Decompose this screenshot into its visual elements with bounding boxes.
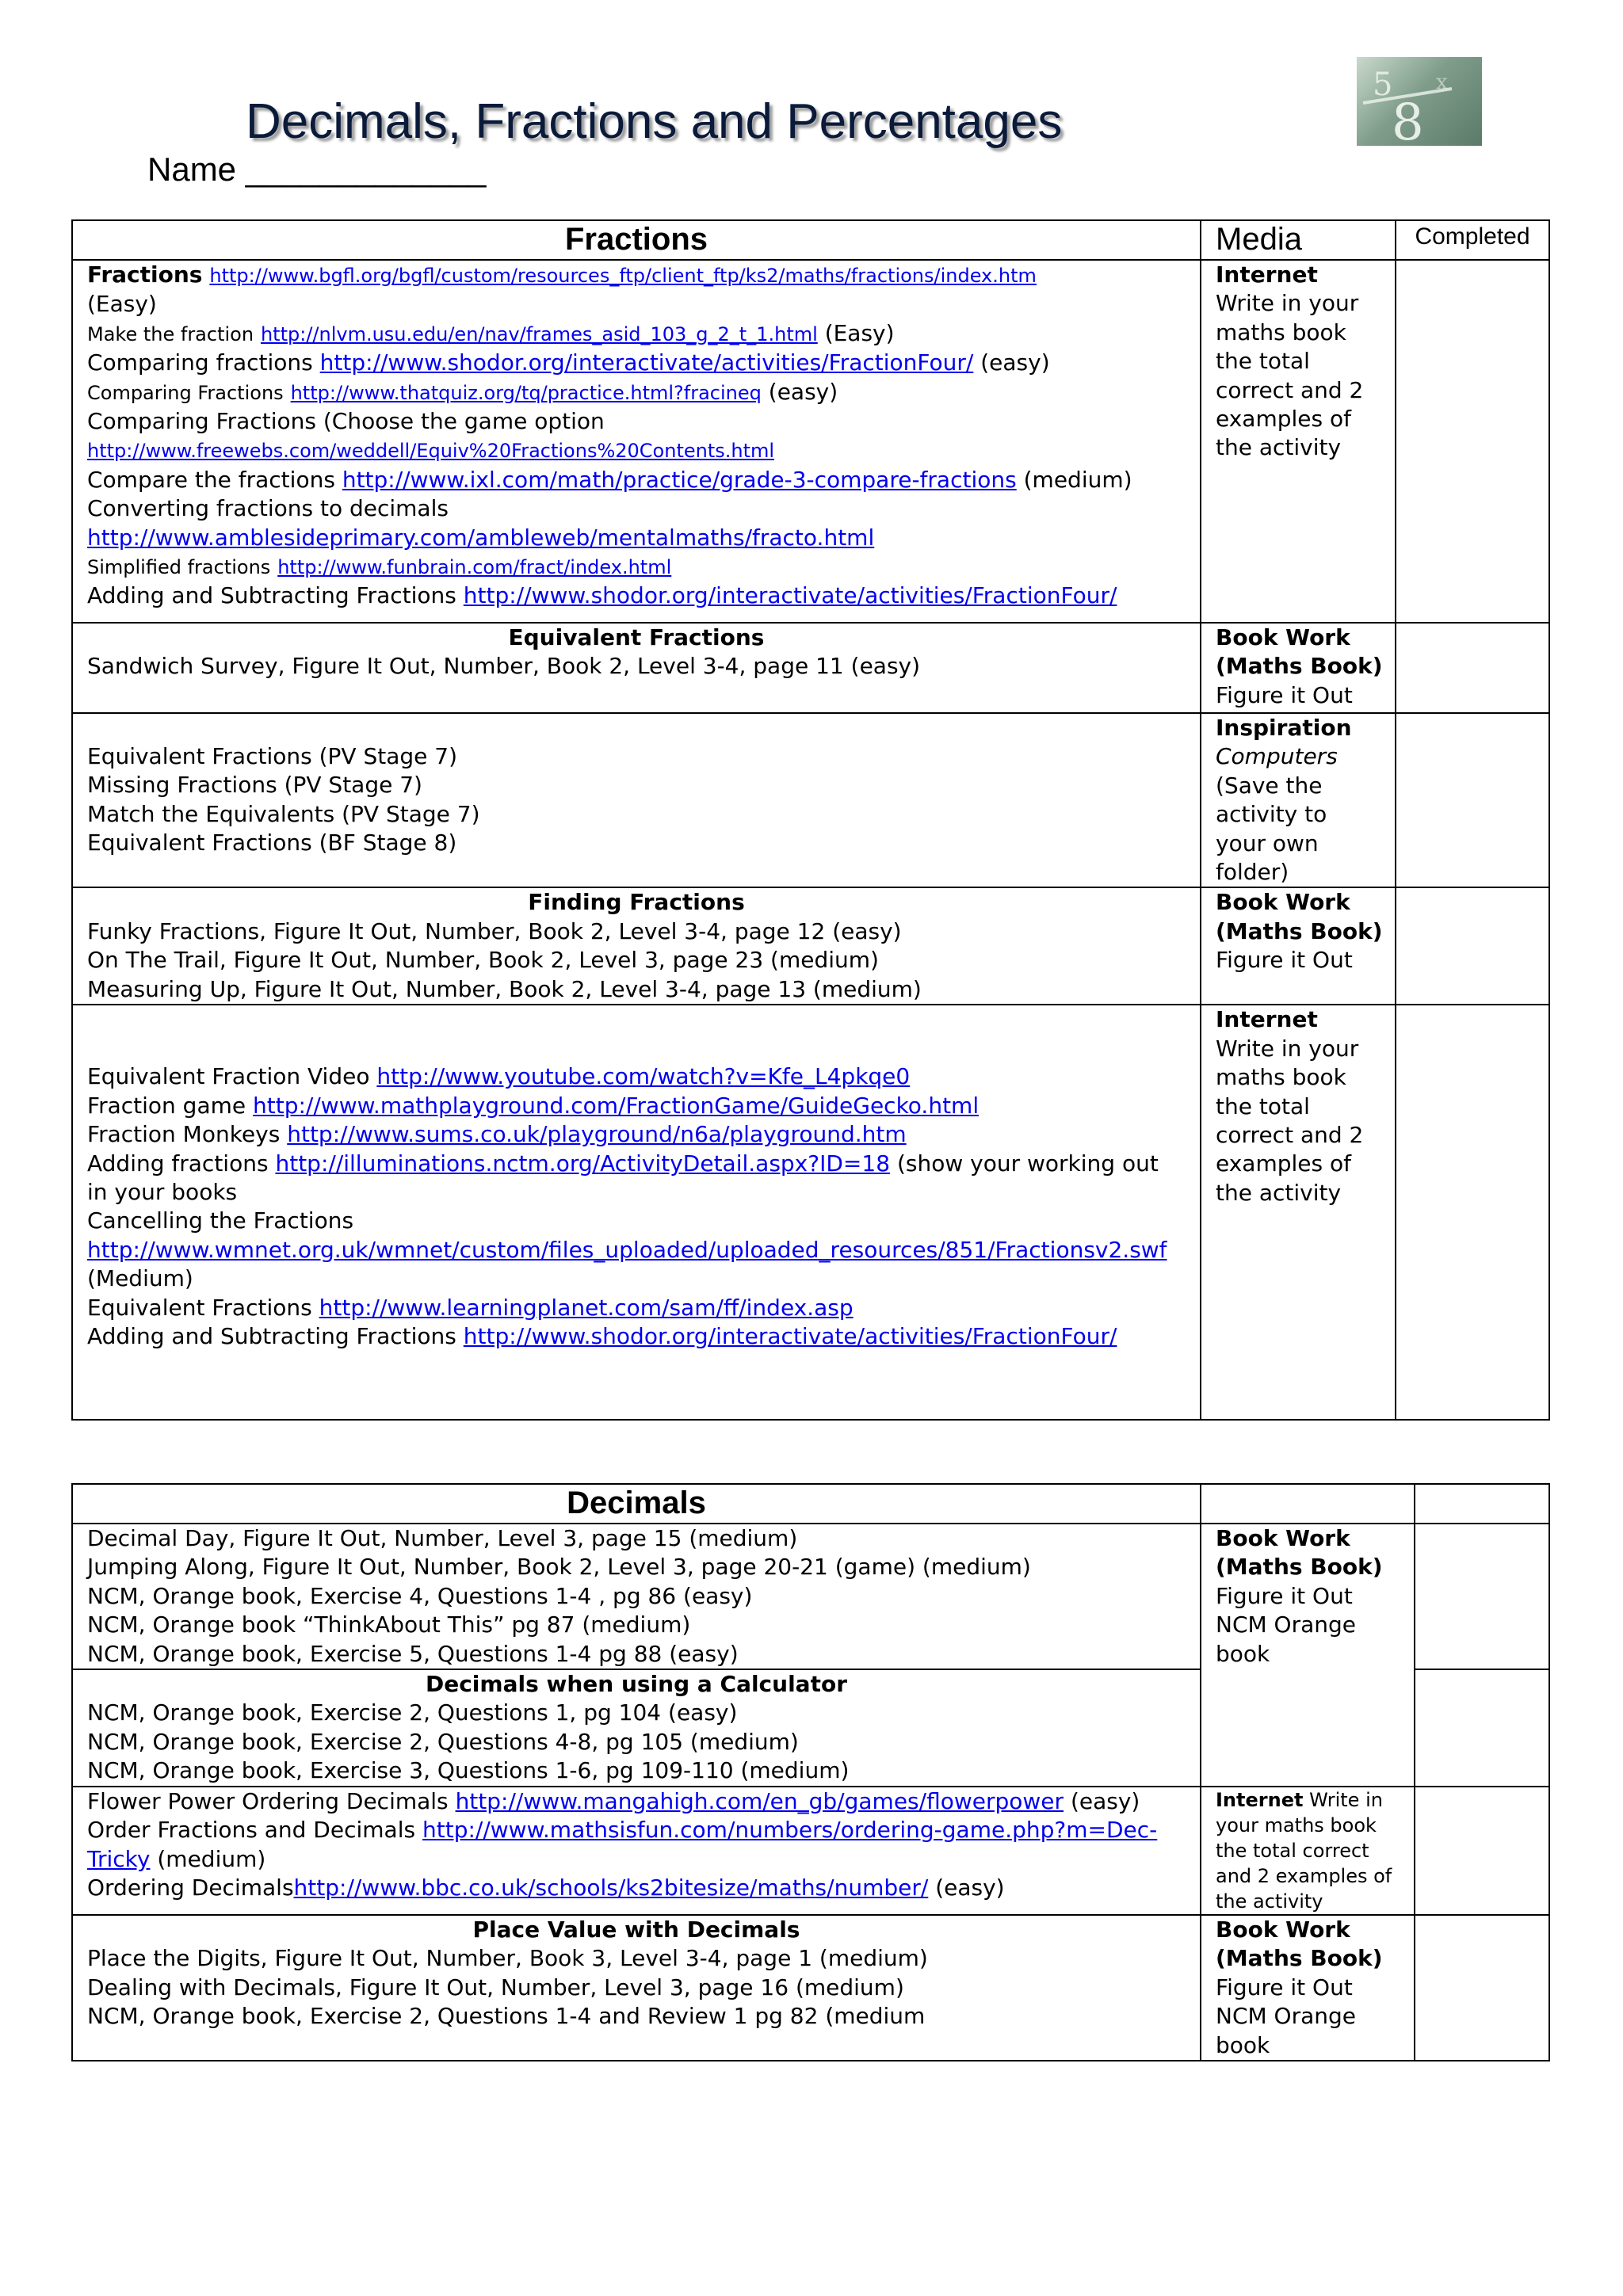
svg-text:x: x [1436,71,1448,94]
completed-cell[interactable] [1396,260,1549,623]
activities-cell: Decimals when using a Calculator NCM, Orange book, Exercise 2, Questions 1, pg 104 (easy) NCM, Orange book, Exercise 2, Questions 4-8, pg 105 (medium) NCM, Orange book, Exercise 3, Questions 1-6, pg 109-110 (medium) [72,1669,1201,1787]
link[interactable]: http://www.shodor.org/interactivate/activities/FractionFour/ [463,1323,1117,1350]
activities-cell: Equivalent Fractions (PV Stage 7) Missing Fractions (PV Stage 7) Match the Equivalents (PV Stage 7) Equivalent Fractions (BF Stage 8) [72,713,1201,887]
link[interactable]: http://www.thatquiz.org/tq/practice.html?fracineq [290,381,762,404]
media-cell: Book Work (Maths Book) Figure it Out [1201,623,1396,713]
svg-text:8: 8 [1392,93,1424,146]
link[interactable]: http://www.freewebs.com/weddell/Equiv%20Fractions%20Contents.html [87,440,775,463]
link[interactable]: http://www.amblesideprimary.com/ambleweb/mentalmaths/fracto.html [87,524,875,551]
page-title: Decimals, Fractions and Percentages [246,94,1063,149]
fractions-heading: Fractions [72,220,1201,260]
decimals-heading: Decimals [72,1484,1201,1524]
completed-cell[interactable] [1396,713,1549,887]
activities-cell: Equivalent Fractions Sandwich Survey, Figure It Out, Number, Book 2, Level 3-4, page 11 (easy) [72,623,1201,713]
completed-cell[interactable] [1415,1915,1549,2061]
media-cell: Book Work (Maths Book) Figure it Out NCM Orange book [1201,1524,1415,1787]
media-heading-empty [1201,1484,1415,1524]
media-cell: Internet Write in your maths book the total correct and 2 examples of the activity [1201,260,1396,623]
activities-cell: Flower Power Ordering Decimals http://www.mangahigh.com/en_gb/games/flowerpower (easy) Order Fractions and Decimals http://www.mathsisfun.com/numbers/ordering-game.php?m=Dec-Tricky (medium) Ordering Decimalshttp://www.bbc.co.uk/schools/ks2bitesize/maths/number/ (easy) [72,1787,1201,1915]
media-cell: Book Work (Maths Book) Figure it Out NCM Orange book [1201,1915,1415,2061]
table-row [72,1005,1549,1420]
fractions-logo-image [1357,57,1482,146]
table-row [72,623,1549,713]
completed-heading: Completed [1396,220,1549,260]
link[interactable]: http://www.ixl.com/math/practice/grade-3-compare-fractions [342,466,1017,493]
table-row [72,1524,1549,1669]
link[interactable]: http://www.mangahigh.com/en_gb/games/flowerpower [455,1788,1064,1815]
link[interactable]: http://www.mathplayground.com/FractionGame/GuideGecko.html [253,1092,980,1119]
link[interactable]: http://www.youtube.com/watch?v=Kfe_L4pkqe0 [376,1063,911,1090]
table-row [72,887,1549,1005]
link[interactable]: http://www.funbrain.com/fract/index.html [277,556,672,579]
link[interactable]: http://nlvm.usu.edu/en/nav/frames_asid_103_g_2_t_1.html [260,322,818,345]
link[interactable]: http://illuminations.nctm.org/ActivityDetail.aspx?ID=18 [275,1150,891,1177]
fractions-logo-icon [1357,57,1482,146]
completed-cell[interactable] [1396,1005,1549,1420]
completed-cell[interactable] [1415,1669,1549,1787]
activities-cell: Fractions http://www.bgfl.org/bgfl/custom/resources_ftp/client_ftp/ks2/maths/fractions/index.htm (Easy) Make the fraction http://nlvm.usu.edu/en/nav/frames_asid_103_g_2_t_1.html (Easy) Comparing fractions http://www.shodor.org/interactivate/activities/FractionFour/ (easy) Comparing Fractions http://www.thatquiz.org/tq/practice.html?fracineq (easy) Comparing Fractions (Choose the game option http://www.freewebs.com/weddell/Equiv%20Fractions%20Contents.html Compare the fractions http://www.ixl.com/math/practice/grade-3-compare-fractions (medium) Converting fractions to decimals http://www.amblesideprimary.com/ambleweb/mentalmaths/fracto.html Simplified fractions http://www.funbrain.com/fract/index.html Adding and Subtracting Fractions http://www.shodor.org/interactivate/activities/FractionFour/ [72,260,1201,623]
link[interactable]: http://www.learningplanet.com/sam/ff/index.asp [319,1294,854,1321]
link[interactable]: http://www.bbc.co.uk/schools/ks2bitesize/maths/number/ [293,1875,929,1901]
media-heading: Media [1201,220,1396,260]
table-row [72,1915,1549,2061]
name-field-label: Name _____________ [147,151,487,188]
link[interactable]: http://www.shodor.org/interactivate/activities/FractionFour/ [319,349,974,376]
completed-cell[interactable] [1396,887,1549,1005]
decimals-table [71,1483,1550,2061]
link[interactable]: http://www.wmnet.org.uk/wmnet/custom/files_uploaded/uploaded_resources/851/Fractionsv2.swf [87,1236,1167,1263]
table-row [72,260,1549,623]
media-cell: Book Work (Maths Book) Figure it Out [1201,887,1396,1005]
media-cell: Internet Write in your maths book the total correct and 2 examples of the activity [1201,1787,1415,1915]
media-cell: Inspiration Computers (Save the activity to your own folder) [1201,713,1396,887]
activities-cell: Finding Fractions Funky Fractions, Figure It Out, Number, Book 2, Level 3-4, page 12 (easy) On The Trail, Figure It Out, Number, Book 2, Level 3, page 23 (medium) Measuring Up, Figure It Out, Number, Book 2, Level 3-4, page 13 (medium) [72,887,1201,1005]
completed-cell[interactable] [1396,623,1549,713]
svg-text:5: 5 [1373,67,1393,103]
link[interactable]: http://www.sums.co.uk/playground/n6a/playground.htm [287,1121,907,1148]
completed-cell[interactable] [1415,1787,1549,1915]
link[interactable]: http://www.bgfl.org/bgfl/custom/resources_ftp/client_ftp/ks2/maths/fractions/index.htm [209,265,1037,287]
media-cell: Internet Write in your maths book the total correct and 2 examples of the activity [1201,1005,1396,1420]
table-row [72,1787,1549,1915]
activities-cell: Place Value with Decimals Place the Digits, Figure It Out, Number, Book 3, Level 3-4, page 1 (medium) Dealing with Decimals, Figure It Out, Number, Level 3, page 16 (medium) NCM, Orange book, Exercise 2, Questions 1-4 and Review 1 pg 82 (medium [72,1915,1201,2061]
completed-heading-empty [1415,1484,1549,1524]
link[interactable]: http://www.shodor.org/interactivate/activities/FractionFour/ [463,582,1117,609]
link[interactable]: http://www.mathsisfun.com/numbers/ordering-game.php?m=Dec-Tricky [87,1817,1158,1872]
activities-cell: Equivalent Fraction Video http://www.youtube.com/watch?v=Kfe_L4pkqe0 Fraction game http://www.mathplayground.com/FractionGame/GuideGecko.html Fraction Monkeys http://www.sums.co.uk/playground/n6a/playground.htm Adding fractions http://illuminations.nctm.org/ActivityDetail.aspx?ID=18 (show your working out in your books Cancelling the Fractions http://www.wmnet.org.uk/wmnet/custom/files_uploaded/uploaded_resources/851/Fractionsv2.swf (Medium) Equivalent Fractions http://www.learningplanet.com/sam/ff/index.asp Adding and Subtracting Fractions http://www.shodor.org/interactivate/activities/FractionFour/ [72,1005,1201,1420]
completed-cell[interactable] [1415,1524,1549,1669]
fractions-table [71,219,1550,1421]
activities-cell: Decimal Day, Figure It Out, Number, Level 3, page 15 (medium) Jumping Along, Figure It Out, Number, Book 2, Level 3, page 20-21 (game) (medium) NCM, Orange book, Exercise 4, Questions 1-4 , pg 86 (easy) NCM, Orange book “ThinkAbout This” pg 87 (medium) NCM, Orange book, Exercise 5, Questions 1-4 pg 88 (easy) [72,1524,1201,1669]
table-row [72,713,1549,887]
